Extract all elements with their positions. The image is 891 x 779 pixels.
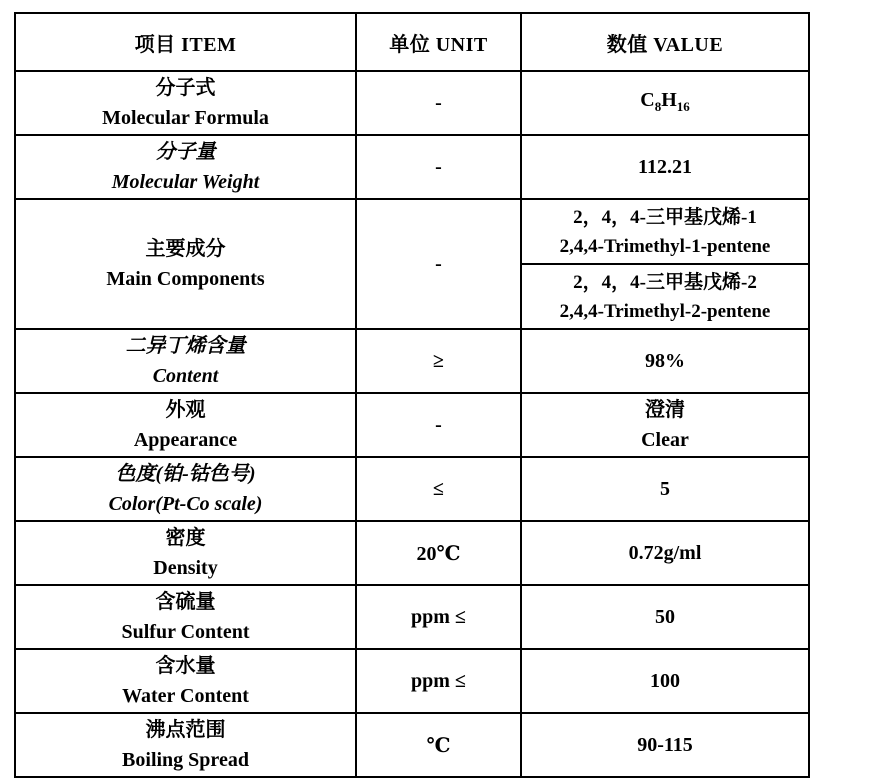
value-cell-main-components bbox=[521, 199, 809, 329]
item-label-zh-water-content: 含水量 bbox=[155, 655, 216, 677]
unit-cell-color-pt-co bbox=[356, 457, 521, 521]
value-line-water-content-0: 100 bbox=[650, 670, 680, 692]
value-line-sulfur-content-0: 50 bbox=[655, 606, 675, 628]
item-label-en-diisobutylene-content: Content bbox=[152, 365, 219, 387]
unit-cell-boiling-spread bbox=[356, 713, 521, 777]
value-cell-boiling-spread bbox=[521, 713, 809, 777]
item-label-zh-boiling-spread: 沸点范围 bbox=[145, 719, 226, 741]
value-subcell-main-components-1 bbox=[522, 263, 808, 328]
value-cell-diisobutylene-content bbox=[521, 329, 809, 393]
value-cell-molecular-formula bbox=[521, 71, 809, 135]
unit-cell-diisobutylene-content bbox=[356, 329, 521, 393]
item-label-zh-molecular-weight: 分子量 bbox=[155, 141, 216, 163]
unit-label-main-components: - bbox=[435, 252, 442, 275]
item-label-en-water-content: Water Content bbox=[122, 685, 249, 707]
table-row-molecular-formula bbox=[15, 71, 809, 135]
item-label-zh-density: 密度 bbox=[165, 527, 206, 549]
unit-label-water-content: ppm ≤ bbox=[411, 669, 466, 692]
item-label-en-main-components: Main Components bbox=[106, 268, 265, 290]
unit-label-molecular-formula: - bbox=[435, 91, 442, 114]
item-label-en-molecular-formula: Molecular Formula bbox=[102, 107, 269, 129]
header-item: 项目 ITEM bbox=[15, 13, 356, 71]
item-label-en-color-pt-co: Color(Pt-Co scale) bbox=[108, 493, 263, 515]
item-label-zh-main-components: 主要成分 bbox=[145, 238, 226, 260]
table-row-sulfur-content bbox=[15, 585, 809, 649]
value-subcell-line-main-components-0-1: 2,4,4-Trimethyl-1-pentene bbox=[559, 235, 771, 257]
unit-cell-main-components bbox=[356, 199, 521, 329]
item-cell-sulfur-content bbox=[15, 585, 356, 649]
item-cell-diisobutylene-content bbox=[15, 329, 356, 393]
table-row-appearance bbox=[15, 393, 809, 457]
value-cell-color-pt-co bbox=[521, 457, 809, 521]
unit-label-sulfur-content: ppm ≤ bbox=[411, 605, 466, 628]
value-subcell-line-main-components-0-0: 2，4，4-三甲基戊烯-1 bbox=[573, 206, 757, 228]
table-row-diisobutylene-content bbox=[15, 329, 809, 393]
unit-label-diisobutylene-content: ≥ bbox=[433, 349, 444, 372]
item-cell-molecular-weight bbox=[15, 135, 356, 199]
table-row-density bbox=[15, 521, 809, 585]
item-cell-density bbox=[15, 521, 356, 585]
unit-cell-molecular-weight bbox=[356, 135, 521, 199]
item-cell-molecular-formula bbox=[15, 71, 356, 135]
value-line-boiling-spread-0: 90-115 bbox=[637, 734, 693, 756]
spec-table bbox=[14, 12, 810, 778]
table-row-color-pt-co bbox=[15, 457, 809, 521]
item-cell-main-components bbox=[15, 199, 356, 329]
value-subcell-line-main-components-1-1: 2,4,4-Trimethyl-2-pentene bbox=[559, 300, 771, 322]
item-label-en-appearance: Appearance bbox=[133, 429, 238, 451]
unit-label-appearance: - bbox=[435, 413, 442, 436]
item-label-zh-appearance: 外观 bbox=[165, 399, 206, 421]
value-line-color-pt-co-0: 5 bbox=[660, 478, 670, 500]
item-cell-boiling-spread bbox=[15, 713, 356, 777]
value-cell-molecular-weight bbox=[521, 135, 809, 199]
table-row-main-components bbox=[15, 199, 809, 329]
item-label-en-density: Density bbox=[153, 557, 218, 579]
spec-table-body bbox=[15, 71, 809, 777]
value-cell-appearance bbox=[521, 393, 809, 457]
item-cell-appearance bbox=[15, 393, 356, 457]
item-label-zh-molecular-formula: 分子式 bbox=[155, 77, 216, 99]
unit-cell-appearance bbox=[356, 393, 521, 457]
value-cell-sulfur-content bbox=[521, 585, 809, 649]
unit-cell-sulfur-content bbox=[356, 585, 521, 649]
value-subcell-line-main-components-1-0: 2，4，4-三甲基戊烯-2 bbox=[573, 271, 757, 293]
value-line-appearance-0: 澄清 bbox=[645, 399, 685, 421]
table-row-boiling-spread bbox=[15, 713, 809, 777]
value-line-molecular-weight-0: 112.21 bbox=[638, 156, 692, 178]
unit-cell-density bbox=[356, 521, 521, 585]
item-cell-water-content bbox=[15, 649, 356, 713]
header-value: 数值 VALUE bbox=[521, 13, 809, 71]
header-unit: 单位 UNIT bbox=[356, 13, 521, 71]
unit-label-boiling-spread: ℃ bbox=[426, 734, 451, 757]
item-label-zh-color-pt-co: 色度(铂-钴色号) bbox=[115, 463, 256, 485]
unit-cell-water-content bbox=[356, 649, 521, 713]
item-label-zh-sulfur-content: 含硫量 bbox=[155, 591, 216, 613]
value-line-diisobutylene-content-0: 98% bbox=[645, 350, 685, 372]
header-row bbox=[15, 13, 809, 71]
item-label-en-sulfur-content: Sulfur Content bbox=[121, 621, 250, 643]
spec-table-container bbox=[14, 12, 810, 778]
value-line-appearance-1: Clear bbox=[641, 429, 689, 451]
value-subcell-main-components-0 bbox=[522, 200, 808, 263]
value-cell-water-content bbox=[521, 649, 809, 713]
item-label-en-boiling-spread: Boiling Spread bbox=[122, 749, 249, 771]
table-row-molecular-weight bbox=[15, 135, 809, 199]
value-cell-density bbox=[521, 521, 809, 585]
unit-cell-molecular-formula bbox=[356, 71, 521, 135]
unit-label-density: 20℃ bbox=[416, 542, 461, 565]
item-cell-color-pt-co bbox=[15, 457, 356, 521]
value-formula-molecular-formula: $C_8H_{16}$ bbox=[640, 88, 690, 114]
item-label-zh-diisobutylene-content: 二异丁烯含量 bbox=[125, 335, 246, 357]
unit-label-color-pt-co: ≤ bbox=[433, 477, 444, 500]
table-row-water-content bbox=[15, 649, 809, 713]
value-line-density-0: 0.72g/ml bbox=[628, 542, 702, 564]
unit-label-molecular-weight: - bbox=[435, 155, 442, 178]
item-label-en-molecular-weight: Molecular Weight bbox=[111, 171, 260, 193]
